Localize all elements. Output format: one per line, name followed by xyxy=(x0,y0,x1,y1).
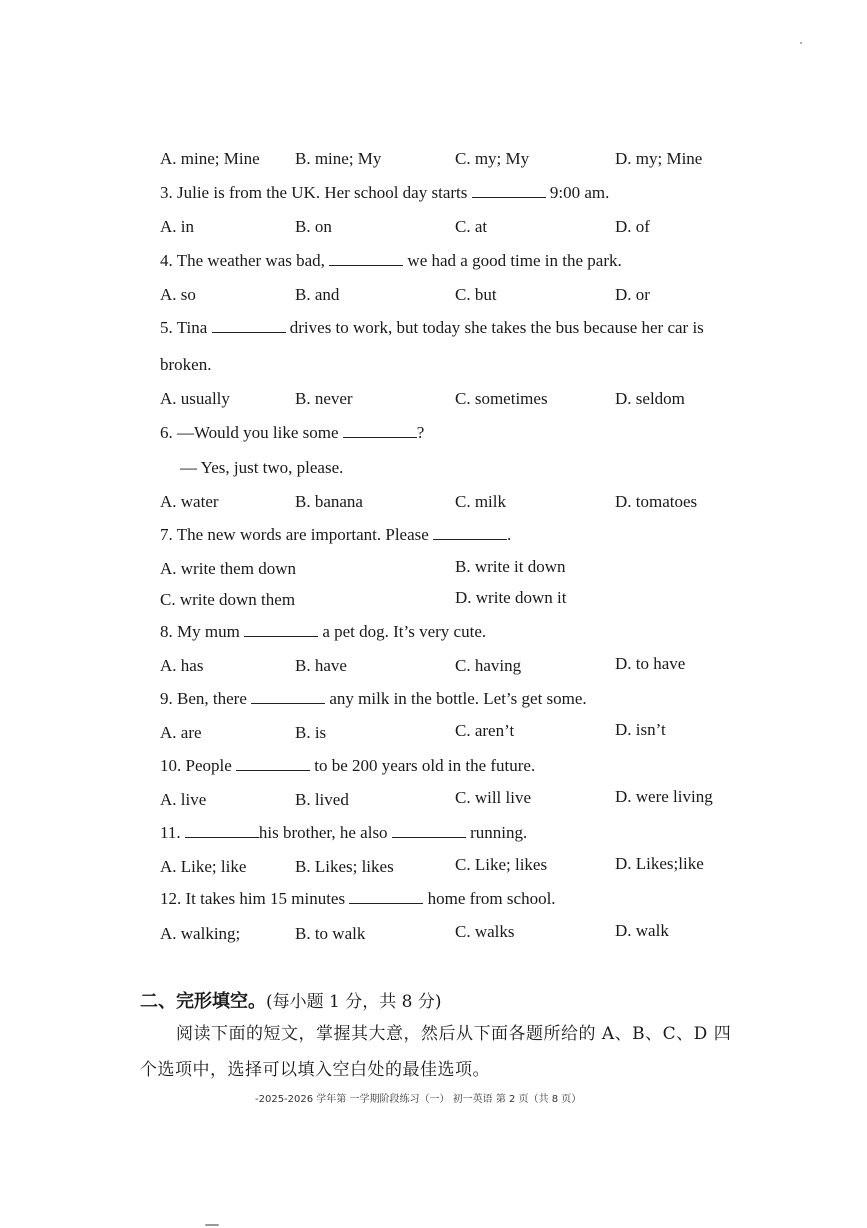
question-6 xyxy=(160,423,424,443)
q11-option-c: C. Like; likes xyxy=(455,855,548,874)
answer-blank xyxy=(472,183,546,198)
question-number: 5. xyxy=(160,318,173,337)
q11-option-b: B. Likes; likes xyxy=(295,857,394,876)
section-2-instruction-line-1: 阅读下面的短文，掌握其大意，然后从下面各题所给的 A、B、C、D 四 xyxy=(176,1024,732,1044)
q4-option-a: A. so xyxy=(160,285,196,304)
question-number: 7. xyxy=(160,525,173,544)
question-text: Julie is from the UK. Her school day starts xyxy=(177,183,468,202)
q2-option-b: B. mine; My xyxy=(295,149,382,168)
q8-option-a: A. has xyxy=(160,656,204,675)
answer-blank xyxy=(329,251,403,266)
q4-option-c: C. but xyxy=(455,285,497,304)
q11-option-a: A. Like; like xyxy=(160,857,247,876)
q7-option-d: D. write down it xyxy=(455,588,567,607)
question-10 xyxy=(160,756,535,776)
question-text: his brother, he also xyxy=(258,823,388,842)
section-2-heading xyxy=(140,987,442,1013)
answer-blank xyxy=(236,756,310,771)
question-text: a pet dog. It’s very cute. xyxy=(322,622,487,641)
q8-option-b: B. have xyxy=(295,656,347,675)
question-5-continuation: broken. xyxy=(160,355,212,374)
question-text: The new words are important. Please xyxy=(176,525,429,544)
page-footer: -2025-2026 学年第 一学期阶段练习（一） 初一英语 第 2 页（共 8 页） xyxy=(255,1094,582,1105)
q2-option-a: A. mine; Mine xyxy=(160,149,260,168)
question-text: ? xyxy=(416,423,425,442)
question-text: My mum xyxy=(177,622,240,641)
question-4 xyxy=(160,251,622,271)
question-text: running. xyxy=(470,823,528,842)
q9-option-b: B. is xyxy=(295,723,327,742)
q10-option-b: B. lived xyxy=(295,790,349,809)
q12-option-a: A. walking; xyxy=(160,924,241,943)
question-text: we had a good time in the park. xyxy=(407,251,622,270)
q7-option-c: C. write down them xyxy=(160,590,296,609)
q6-option-d: D. tomatoes xyxy=(615,492,698,511)
section-2-instruction-line-2: 个选项中，选择可以填入空白处的最佳选项。 xyxy=(140,1060,490,1080)
question-12 xyxy=(160,889,556,909)
q5-option-c: C. sometimes xyxy=(455,389,548,408)
question-number: 4. xyxy=(160,251,173,270)
question-text: —Would you like some xyxy=(177,423,339,442)
q9-option-c: C. aren’t xyxy=(455,721,515,740)
question-11 xyxy=(160,823,527,843)
q2-option-d: D. my; Mine xyxy=(615,149,703,168)
question-number: 6. xyxy=(160,423,173,442)
q12-option-c: C. walks xyxy=(455,922,515,941)
question-7 xyxy=(160,525,511,545)
question-text: People xyxy=(185,756,232,775)
q9-option-a: A. are xyxy=(160,723,202,742)
q10-option-c: C. will live xyxy=(455,788,532,807)
q3-option-d: D. of xyxy=(615,217,650,236)
question-8 xyxy=(160,622,486,642)
q3-option-b: B. on xyxy=(295,217,332,236)
question-number: 8. xyxy=(160,622,173,641)
question-text: Ben, there xyxy=(177,689,247,708)
answer-blank xyxy=(251,689,325,704)
question-text: drives to work, but today she takes the bus because her car is xyxy=(289,318,704,337)
question-number: 11. xyxy=(160,823,181,842)
q5-option-a: A. usually xyxy=(160,389,230,408)
question-3 xyxy=(160,183,609,203)
section-title: 二、完形填空。 xyxy=(140,991,266,1012)
q4-option-d: D. or xyxy=(615,285,650,304)
q2-option-c: C. my; My xyxy=(455,149,530,168)
q6-option-c: C. milk xyxy=(455,492,507,511)
scan-speck xyxy=(205,1224,219,1226)
question-text: any milk in the bottle. Let’s get some. xyxy=(329,689,587,708)
question-text: . xyxy=(507,525,512,544)
question-text: to be 200 years old in the future. xyxy=(314,756,536,775)
question-text: The weather was bad, xyxy=(176,251,325,270)
answer-blank xyxy=(343,423,417,438)
q12-option-b: B. to walk xyxy=(295,924,366,943)
question-text: 9:00 am. xyxy=(549,183,610,202)
answer-blank xyxy=(185,823,259,838)
q12-option-d: D. walk xyxy=(615,921,669,940)
question-number: 12. xyxy=(160,889,182,908)
q6-option-a: A. water xyxy=(160,492,219,511)
q6-option-b: B. banana xyxy=(295,492,363,511)
q8-option-d: D. to have xyxy=(615,654,686,673)
q8-option-c: C. having xyxy=(455,656,522,675)
question-number: 10. xyxy=(160,756,182,775)
q7-option-a: A. write them down xyxy=(160,559,296,578)
question-9 xyxy=(160,689,587,709)
q7-option-b: B. write it down xyxy=(455,557,566,576)
q11-option-d: D. Likes;like xyxy=(615,854,704,873)
q10-option-d: D. were living xyxy=(615,787,713,806)
question-text: Tina xyxy=(176,318,208,337)
q10-option-a: A. live xyxy=(160,790,207,809)
q3-option-a: A. in xyxy=(160,217,194,236)
q4-option-b: B. and xyxy=(295,285,340,304)
answer-blank xyxy=(392,823,466,838)
question-6-reply: — Yes, just two, please. xyxy=(180,458,344,477)
q5-option-d: D. seldom xyxy=(615,389,685,408)
answer-blank xyxy=(349,889,423,904)
answer-blank xyxy=(244,622,318,637)
question-5 xyxy=(160,318,704,338)
scan-speck xyxy=(800,42,802,44)
answer-blank xyxy=(433,525,507,540)
q9-option-d: D. isn’t xyxy=(615,720,666,739)
q3-option-c: C. at xyxy=(455,217,488,236)
q5-option-b: B. never xyxy=(295,389,353,408)
question-number: 3. xyxy=(160,183,173,202)
answer-blank xyxy=(212,318,286,333)
question-text: home from school. xyxy=(427,889,556,908)
question-text: It takes him 15 minutes xyxy=(185,889,346,908)
section-score-note: (每小题 1 分，共 8 分) xyxy=(266,992,442,1012)
question-number: 9. xyxy=(160,689,173,708)
